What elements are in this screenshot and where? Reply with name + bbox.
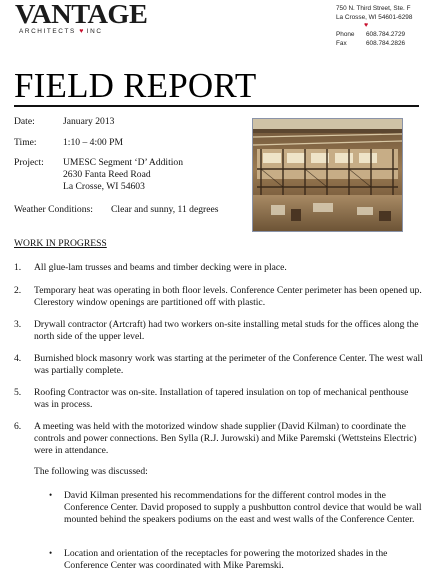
fax-row — [336, 39, 412, 48]
list-item: Temporary heat was operating in both floor levels. Conference Center perimeter has been opened up. Clerestory window openings are partitioned off with plastic. — [34, 285, 422, 308]
list-item: A meeting was held with the motorized window shade supplier (David Kilman) to coordinate the controls and power connections. Ben Sylla (R.J. Jurowski) and Mike Paremski (Wettsteins Electric) were in attendance. — [34, 421, 417, 456]
logo-sub-right: INC — [86, 28, 103, 35]
time-value: 1:10 – 4:00 PM — [63, 137, 123, 148]
bullet-icon: • — [49, 548, 53, 558]
address-line-1: 750 N. Third Street, Ste. F — [336, 5, 411, 12]
item-number: 5. — [14, 387, 22, 398]
title-divider — [14, 105, 419, 107]
weather-value: Clear and sunny, 11 degrees — [111, 204, 219, 215]
item-number: 6. — [14, 421, 22, 432]
list-item: All glue-lam trusses and beams and timber decking were in place. — [34, 262, 287, 273]
phone-label: Phone — [336, 31, 355, 38]
item-number: 2. — [14, 285, 22, 296]
project-city: La Crosse, WI 54603 — [63, 181, 145, 192]
item-number: 1. — [14, 262, 22, 273]
bullet-item: Location and orientation of the receptacles for powering the motorized shades in the Conference Center was coordinated with Mike Paremski. — [64, 548, 388, 571]
logo-sub-left: ARCHITECTS — [19, 28, 76, 35]
bullet-item: David Kilman presented his recommendations for the different control modes in the Conference Center. David proposed to supply a pushbutton control device that would be wall mounted behind the speakers podiums on the east and west walls of the Conference Center. — [64, 490, 422, 525]
list-item: Roofing Contractor was on-site. Installation of tapered insulation on top of mechanical penthouse was in process. — [34, 387, 409, 410]
phone-row — [336, 30, 412, 39]
list-item: Burnished block masonry work was starting at the perimeter of the Conference Center. The west wall was partially complete. — [34, 353, 423, 376]
project-name: UMESC Segment ‘D’ Addition — [63, 157, 184, 168]
fax-label: Fax — [336, 40, 347, 47]
list-item: Drywall contractor (Artcraft) had two workers on-site installing metal studs for the offices along the north side of the upper level. — [34, 319, 419, 342]
project-label: Project: — [14, 157, 44, 168]
section-heading: WORK IN PROGRESS — [14, 238, 107, 249]
address-line-2: La Crosse, WI 54601-6298 — [336, 14, 413, 21]
discussed-intro: The following was discussed: — [34, 466, 148, 477]
company-logo-subtitle — [19, 28, 103, 35]
weather-label: Weather Conditions: — [14, 204, 93, 215]
item-number: 4. — [14, 353, 22, 364]
time-label: Time: — [14, 137, 37, 148]
company-logo: VANTAGE — [15, 0, 148, 29]
date-value: January 2013 — [63, 116, 115, 127]
phone-number: 608.784.2729 — [366, 31, 406, 38]
heart-icon: ♥ — [79, 28, 84, 35]
company-address-block — [336, 4, 412, 48]
fax-number: 608.784.2826 — [366, 40, 406, 47]
project-street: 2630 Fanta Reed Road — [63, 169, 151, 180]
site-photo — [252, 118, 403, 232]
date-label: Date: — [14, 116, 35, 127]
item-number: 3. — [14, 319, 22, 330]
bullet-icon: • — [49, 490, 53, 500]
page-title: FIELD REPORT — [14, 66, 257, 105]
heart-icon: ♥ — [364, 22, 369, 29]
